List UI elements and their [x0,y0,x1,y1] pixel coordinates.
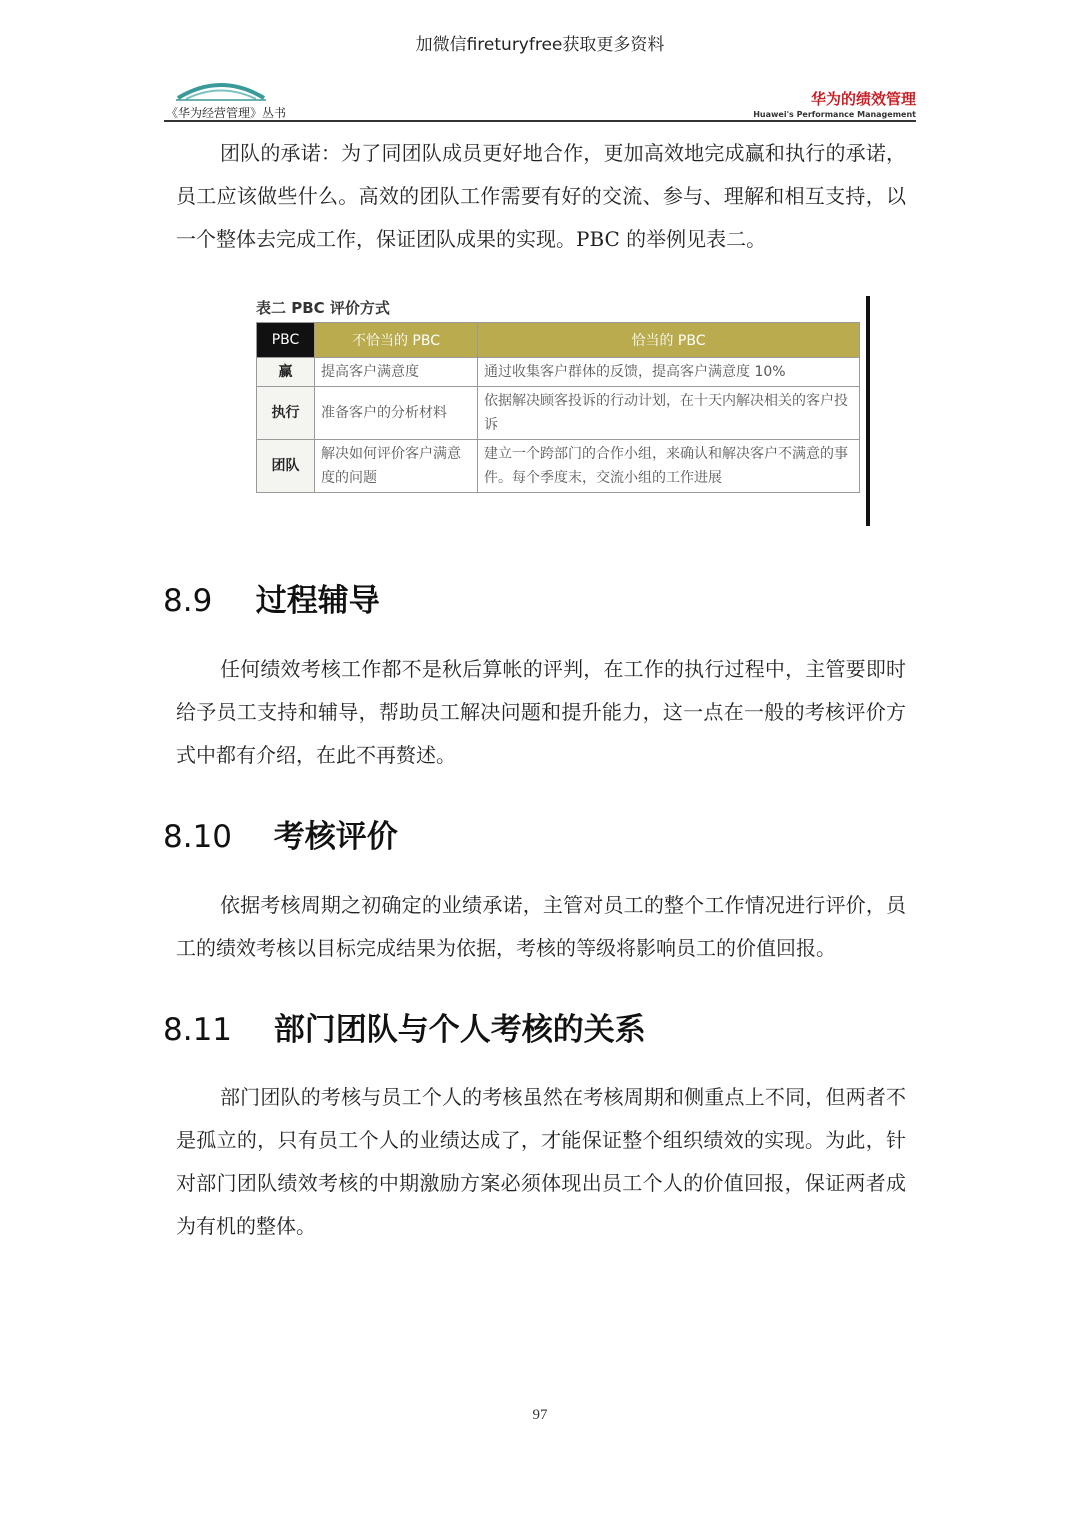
table-row [257,358,860,387]
paragraph-evaluation: 依据考核周期之初确定的业绩承诺，主管对员工的整个工作情况进行评价，员工的绩效考核以目标完成结果为依据，考核的等级将影响员工的价值回报。 [176,893,906,960]
table-header-row [257,323,860,358]
table-cell: 建立一个跨部门的合作小组，来确认和解决客户不满意的事件。每个季度末，交流小组的工作进展 [478,440,860,493]
book-title-en: Huawei's Performance Management [753,110,916,119]
section-title: 考核评价 [273,819,398,855]
paragraph-coaching: 任何绩效考核工作都不是秋后算帐的评判，在工作的执行过程中，主管要即时给予员工支持和辅导，帮助员工解决问题和提升能力，这一点在一般的考核评价方式中都有介绍，在此不再赘述。 [176,657,906,767]
header-divider [164,120,916,122]
table-cell: 解决如何评价客户满意度的问题 [315,440,478,493]
section-number: 8.9 [163,583,213,619]
paragraph-relationship: 部门团队的考核与员工个人的考核虽然在考核周期和侧重点上不同，但两者不是孤立的，只有员工个人的业绩达成了，才能保证整个组织绩效的实现。为此，针对部门团队绩效考核的中期激励方案必须体现出员工个人的价值回报，保证两者成为有机的整体。 [176,1085,906,1238]
section-heading [163,1004,646,1049]
series-title: 《华为经营管理》丛书 [166,106,287,120]
header-cell: 恰当的 PBC [478,323,860,358]
figure-edge-bar [866,296,870,526]
table-cell: 通过收集客户群体的反馈，提高客户满意度 10% [478,358,860,387]
book-title [753,88,916,119]
top-note: 加微信fireturyfree获取更多资料 [415,35,665,55]
table-caption: 表二 PBC 评价方式 [256,299,390,317]
section-title: 过程辅导 [255,583,380,619]
logo-icon [176,78,266,102]
section-title: 部门团队与个人考核的关系 [273,1012,646,1048]
section-number: 8.11 [163,1012,233,1048]
section-heading [163,575,380,620]
table-cell: 提高客户满意度 [315,358,478,387]
section-number: 8.10 [163,819,233,855]
header-cell: 不恰当的 PBC [315,323,478,358]
section-heading [163,811,398,856]
row-head: 执行 [257,387,315,440]
table-row [257,387,860,440]
pbc-table [256,322,860,493]
table-cell: 依据解决顾客投诉的行动计划，在十天内解决相关的客户投诉 [478,387,860,440]
row-head: 团队 [257,440,315,493]
header-cell: PBC [257,323,315,358]
book-title-cn: 华为的绩效管理 [810,90,916,108]
page-number: 97 [532,1407,548,1423]
paragraph-team-commitment: 团队的承诺：为了同团队成员更好地合作，更加高效地完成赢和执行的承诺，员工应该做些什么。高效的团队工作需要有好的交流、参与、理解和相互支持，以一个整体去完成工作，保证团队成果的实现。PBC 的举例见表二。 [176,141,906,251]
pbc-table-figure [256,298,864,522]
row-head: 赢 [257,358,315,387]
table-cell: 准备客户的分析材料 [315,387,478,440]
table-row [257,440,860,493]
